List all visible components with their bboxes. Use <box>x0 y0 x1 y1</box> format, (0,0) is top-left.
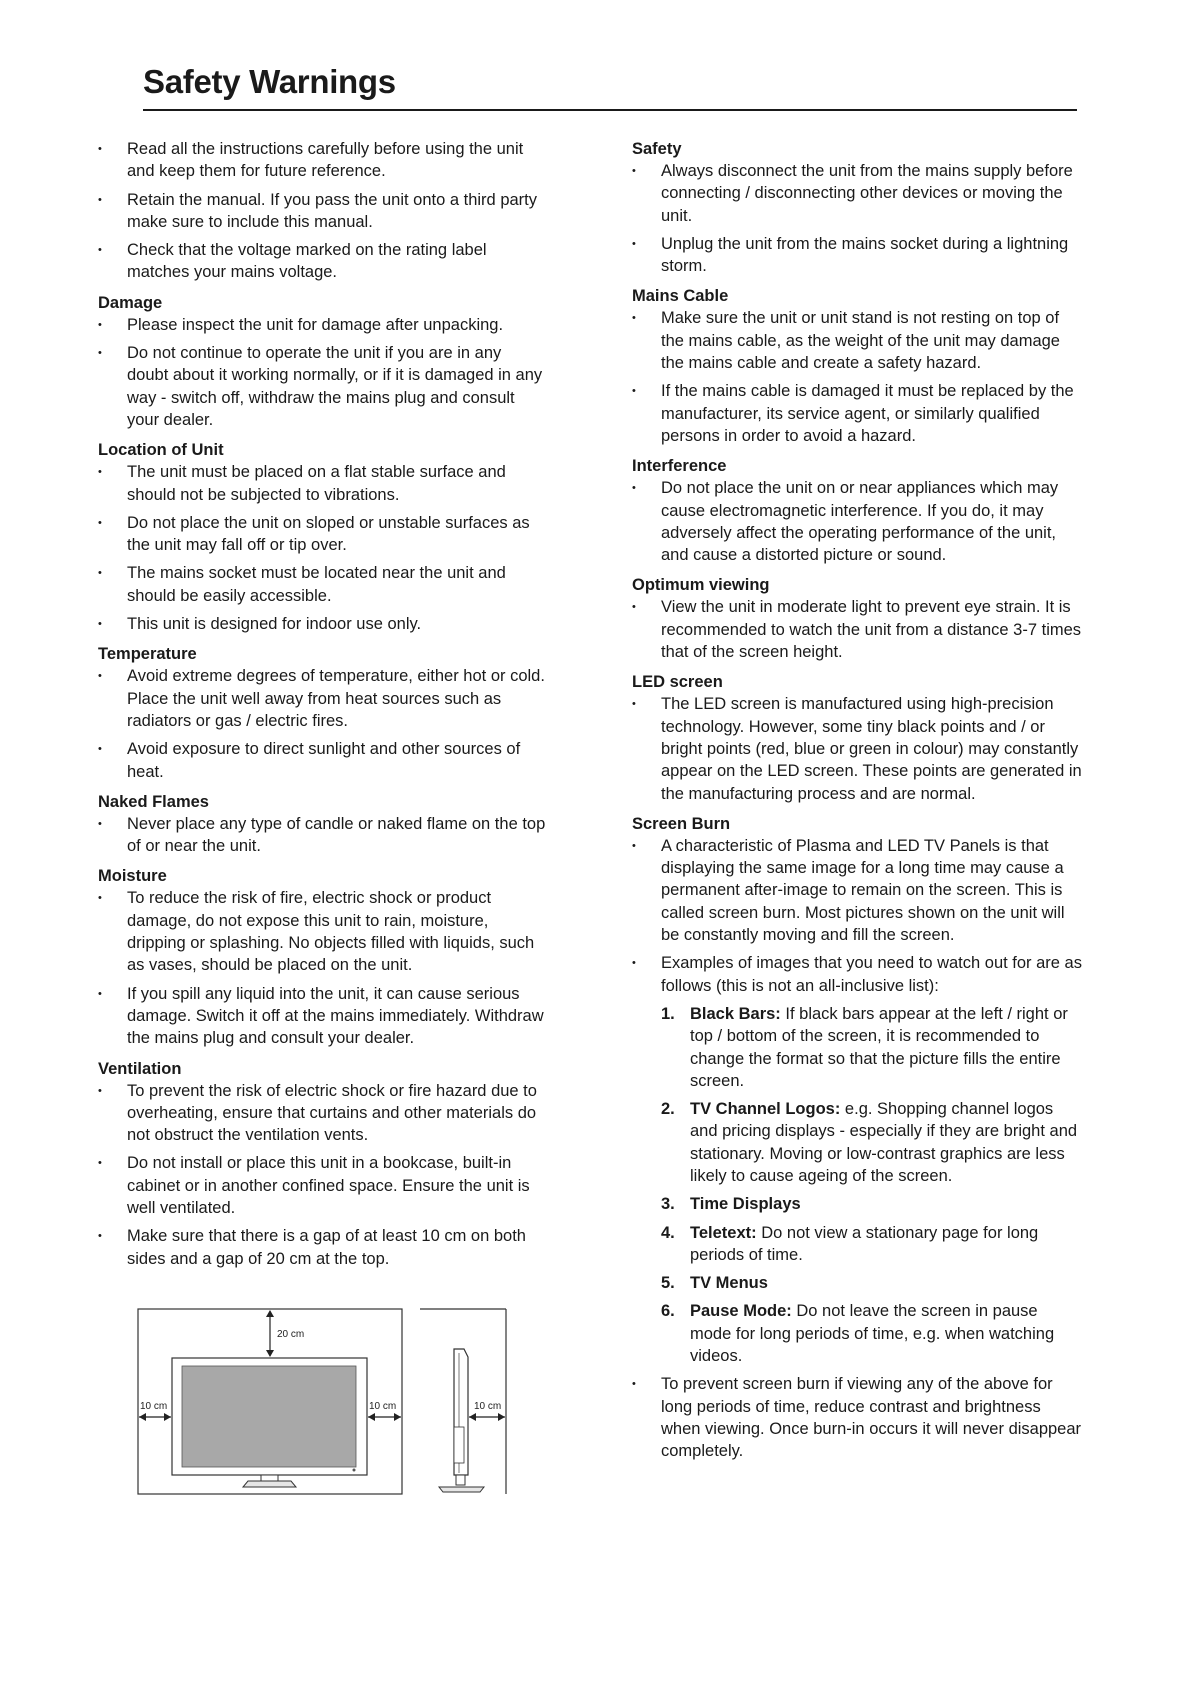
numbered-item <box>661 1193 1082 1215</box>
item-number: 2. <box>661 1100 675 1119</box>
rear-gap-arrow <box>469 1413 505 1421</box>
list-item: • Retain the manual. If you pass the unit onto a third party make sure to include this manual. <box>98 189 546 234</box>
optimum-viewing-section <box>632 574 1082 663</box>
rear-gap-label: 10 cm <box>474 1401 502 1412</box>
list-item: • Always disconnect the unit from the mains supply before connecting / disconnecting other devices or moving the unit. <box>632 160 1082 227</box>
numbered-item <box>661 1300 1082 1367</box>
list-item: • Avoid exposure to direct sunlight and other sources of heat. <box>98 738 546 783</box>
list-item <box>632 952 1082 1367</box>
numbered-list <box>661 1003 1082 1367</box>
list-item: • Never place any type of candle or naked flame on the top of or near the unit. <box>98 813 546 858</box>
item-term: Black Bars: <box>690 1004 781 1023</box>
section-heading: Location of Unit <box>98 441 224 460</box>
list-item: • The mains socket must be located near the unit and should be easily accessible. <box>98 562 546 607</box>
top-gap-arrow <box>266 1310 274 1357</box>
title-divider <box>143 109 1077 111</box>
led-screen-section <box>632 671 1082 804</box>
tv-side-illustration <box>439 1349 484 1492</box>
list-item: • To reduce the risk of fire, electric shock or product damage, do not expose this unit to rain, moisture, dripping or splashing. No objects filled with liquids, such as vases, should be placed on the unit. <box>98 887 546 976</box>
section-heading: Damage <box>98 293 163 312</box>
list-item: • The LED screen is manufactured using high-precision technology. However, some tiny black points and / or bright points (red, blue or green in colour) may constantly appear on the LED screen. These points are generated in the manufacturing process and are normal. <box>632 693 1082 804</box>
item-number: 1. <box>661 1004 675 1023</box>
ventilation-section <box>98 1058 546 1270</box>
screen-burn-section <box>632 813 1082 1463</box>
top-gap-label: 20 cm <box>277 1329 305 1340</box>
list-item: • A characteristic of Plasma and LED TV Panels is that displaying the same image for a long time may cause a permanent after-image to remain on the screen. This is called screen burn. Most pictures shown on the unit will be constantly moving and fill the screen. <box>632 835 1082 946</box>
list-item: • Check that the voltage marked on the rating label matches your mains voltage. <box>98 239 546 284</box>
section-heading: Naked Flames <box>98 792 209 811</box>
section-heading: Mains Cable <box>632 287 729 306</box>
item-text: Do not leave the screen in pause mode for long periods of time, e.g. when watching videos. <box>690 1302 1055 1366</box>
item-text: If black bars appear at the left / right or top / bottom of the screen, it is recommended to change the format so that the picture fills the entire screen. <box>690 1004 1068 1090</box>
right-column <box>632 138 1082 1469</box>
item-term: TV Menus <box>690 1274 768 1293</box>
moisture-section <box>98 865 546 1049</box>
list-item: • Do not continue to operate the unit if you are in any doubt about it working normally, or if it is damaged in any way - switch off, withdraw the mains plug and consult your dealer. <box>98 342 546 431</box>
naked-flames-section <box>98 791 546 858</box>
list-item: • Avoid extreme degrees of temperature, either hot or cold. Place the unit well away from heat sources such as radiators or gas / electric fires. <box>98 665 546 732</box>
item-term: Pause Mode: <box>690 1302 792 1321</box>
list-item: • Unplug the unit from the mains socket during a lightning storm. <box>632 233 1082 278</box>
list-item: • Do not place the unit on or near appliances which may cause electromagnetic interference. If you do, it may adversely affect the operating performance of the unit, and cause a distorted picture or sound. <box>632 477 1082 566</box>
list-item: • To prevent screen burn if viewing any of the above for long periods of time, reduce contrast and brightness when viewing. Once burn-in occurs it will never disappear completely. <box>632 1373 1082 1462</box>
interference-section <box>632 455 1082 566</box>
right-gap-label: 10 cm <box>369 1401 397 1412</box>
list-item-text: Examples of images that you need to watch out for are as follows (this is not an all-inclusive list): <box>661 954 1082 995</box>
intro-section <box>98 138 546 284</box>
section-heading: LED screen <box>632 673 723 692</box>
left-gap-label: 10 cm <box>140 1401 168 1412</box>
right-gap-arrow <box>368 1413 401 1421</box>
item-term: TV Channel Logos: <box>690 1100 841 1119</box>
item-number: 6. <box>661 1302 675 1321</box>
temperature-section <box>98 643 546 782</box>
list-item: • To prevent the risk of electric shock or fire hazard due to overheating, ensure that curtains and other materials do not obstruct the ventilation vents. <box>98 1080 546 1147</box>
section-heading: Temperature <box>98 645 197 664</box>
item-number: 5. <box>661 1274 675 1293</box>
list-item: • Make sure that there is a gap of at least 10 cm on both sides and a gap of 20 cm at the top. <box>98 1225 546 1270</box>
item-term: Time Displays <box>690 1195 801 1214</box>
tv-front-illustration <box>172 1358 367 1487</box>
section-heading: Optimum viewing <box>632 576 770 595</box>
list-item: • The unit must be placed on a flat stable surface and should not be subjected to vibrations. <box>98 461 546 506</box>
section-heading: Safety <box>632 140 682 158</box>
numbered-item <box>661 1003 1082 1092</box>
location-section <box>98 439 546 635</box>
list-item: • Do not place the unit on sloped or unstable surfaces as the unit may fall off or tip over. <box>98 512 546 557</box>
damage-section <box>98 292 546 431</box>
ventilation-diagram <box>136 1307 508 1497</box>
list-item: • Make sure the unit or unit stand is not resting on top of the mains cable, as the weight of the unit may damage the mains cable and create a safety hazard. <box>632 307 1082 374</box>
item-number: 4. <box>661 1223 675 1242</box>
left-gap-arrow <box>139 1413 171 1421</box>
list-item: • Read all the instructions carefully before using the unit and keep them for future reference. <box>98 138 546 183</box>
list-item: • Please inspect the unit for damage after unpacking. <box>98 314 546 336</box>
section-heading: Screen Burn <box>632 814 731 833</box>
safety-section <box>632 138 1082 277</box>
list-item: • Do not install or place this unit in a bookcase, built-in cabinet or in another confined space. Ensure the unit is well ventilated. <box>98 1152 546 1219</box>
item-number: 3. <box>661 1195 675 1214</box>
section-heading: Ventilation <box>98 1059 182 1078</box>
list-item: • This unit is designed for indoor use only. <box>98 613 546 635</box>
numbered-item <box>661 1222 1082 1267</box>
mains-cable-section <box>632 285 1082 447</box>
page-title: Safety Warnings <box>143 63 396 100</box>
section-heading: Interference <box>632 457 727 476</box>
item-text: e.g. Shopping channel logos and pricing displays - especially if they are bright and stationary. Moving or low-contrast graphics are less likely to cause ageing of the screen. <box>690 1100 1078 1185</box>
left-column <box>98 138 546 1276</box>
item-term: Teletext: <box>690 1223 757 1242</box>
list-item: • If the mains cable is damaged it must be replaced by the manufacturer, its service agent, or similarly qualified persons in order to avoid a hazard. <box>632 380 1082 447</box>
list-item: • View the unit in moderate light to prevent eye strain. It is recommended to watch the unit from a distance 3-7 times that of the screen height. <box>632 596 1082 663</box>
item-text: Do not view a stationary page for long periods of time. <box>690 1223 1039 1264</box>
numbered-item <box>661 1098 1082 1187</box>
list-item: • If you spill any liquid into the unit, it can cause serious damage. Switch it off at the mains immediately. Withdraw the mains plug and consult your dealer. <box>98 983 546 1050</box>
section-heading: Moisture <box>98 867 167 886</box>
numbered-item <box>661 1272 1082 1294</box>
